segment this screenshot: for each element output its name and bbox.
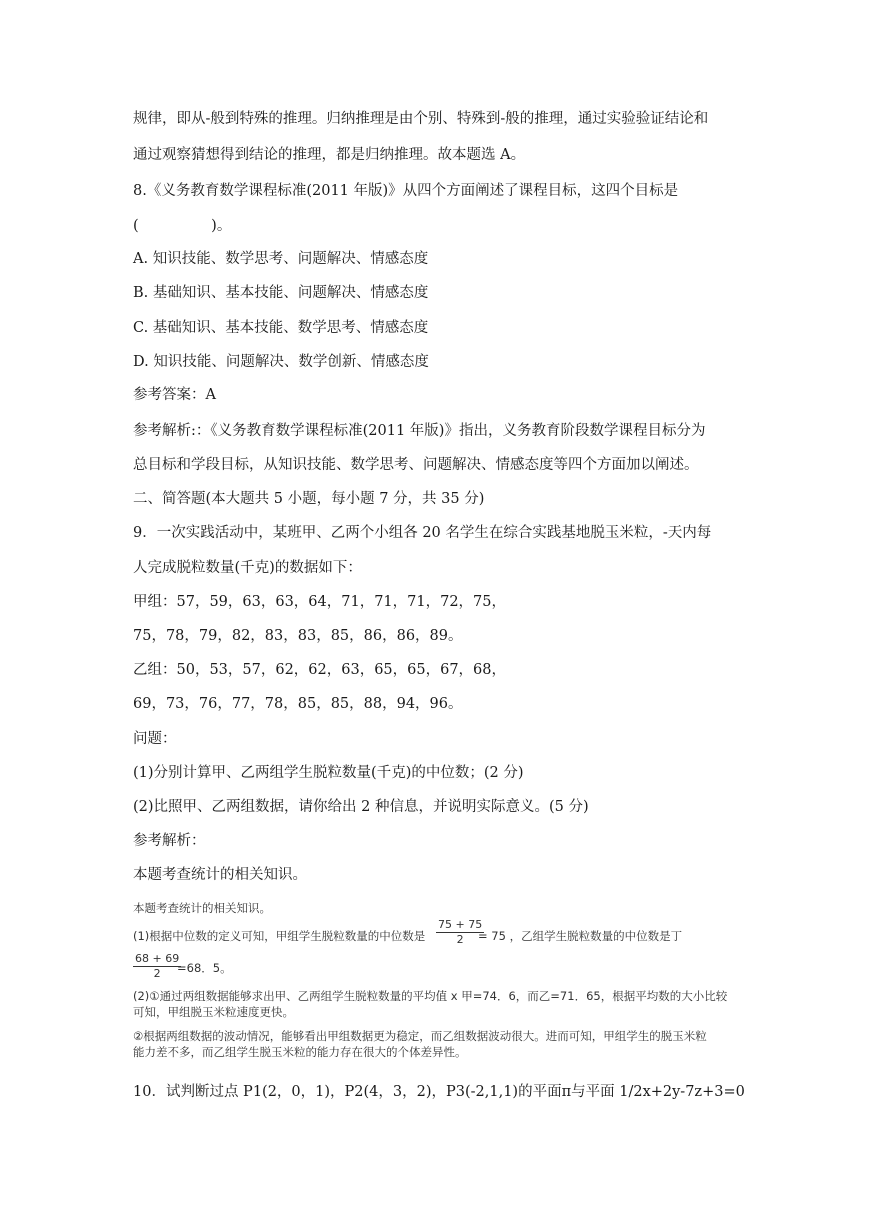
sub-question-2: (2)比照甲、乙两组数据，请你给出 2 种信息，并说明实际意义。(5 分) — [133, 799, 589, 815]
fraction — [436, 918, 484, 947]
option-d: D. 知识技能、问题解决、数学创新、情感态度 — [133, 354, 429, 370]
answer-blank: ( )。 — [133, 218, 232, 234]
fraction — [133, 952, 181, 981]
image-text-line: 能力差不多，而乙组学生脱玉米粒的能力存在很大的个体差异性。 — [133, 1045, 467, 1059]
image-text-line: (2)①通过两组数据能够求出甲、乙两组学生脱粒数量的平均值 x 甲=74．6，而乙=71．65，根据平均数的大小比较 — [133, 989, 728, 1003]
fraction-denominator: 2 — [153, 967, 161, 980]
sub-question-1: (1)分别计算甲、乙两组学生脱粒数量(千克)的中位数；(2 分) — [133, 765, 524, 781]
option-a: A. 知识技能、数学思考、问题解决、情感态度 — [133, 251, 429, 267]
group-jia-data-cont: 75，78，79，82，83，83，85，86，86，89。 — [133, 628, 463, 644]
question-8-stem: 8.《义务教育数学课程标准(2011 年版)》从四个方面阐述了课程目标，这四个目标是 — [133, 183, 679, 199]
fraction-numerator: 75 + 75 — [438, 918, 483, 931]
image-text-line: 本题考查统计的相关知识。 — [133, 901, 271, 915]
image-text-line: ②根据两组数据的波动情况，能够看出甲组数据更为稳定，而乙组数据波动很大。进而可知，甲组学生的脱玉米粒 — [133, 1029, 707, 1043]
reference-answer: 参考答案：A — [133, 387, 216, 403]
image-text-line: = 75 ，乙组学生脱粒数量的中位数是丁 — [478, 929, 683, 943]
option-c: C. 基础知识、基本技能、数学思考、情感态度 — [133, 320, 429, 336]
image-text-line: =68．5。 — [177, 961, 232, 975]
text-line: 规律，即从-般到特殊的推理。归纳推理是由个别、特殊到-般的推理，通过实验验证结论和 — [133, 111, 709, 127]
text-line: 人完成脱粒数量(千克)的数据如下： — [133, 560, 362, 576]
group-jia-data: 甲组：57，59，63，63，64，71，71，71，72，75， — [133, 594, 507, 610]
text-line: 本题考查统计的相关知识。 — [133, 867, 307, 883]
section-heading: 二、简答题(本大题共 5 小题，每小题 7 分，共 35 分) — [133, 491, 485, 507]
image-text-line: (1)根据中位数的定义可知，甲组学生脱粒数量的中位数是 — [133, 929, 426, 943]
group-yi-data-cont: 69，73，76，77，78，85，85，88，94，96。 — [133, 696, 463, 712]
fraction-numerator: 68 + 69 — [135, 952, 180, 965]
option-b: B. 基础知识、基本技能、问题解决、情感态度 — [133, 285, 429, 301]
questions-label: 问题： — [133, 731, 177, 747]
question-9-stem: 9．一次实践活动中，某班甲、乙两个小组各 20 名学生在综合实践基地脱玉米粒，-天内每 — [133, 525, 712, 541]
text-line: 通过观察猜想得到结论的推理，都是归纳推理。故本题选 A。 — [133, 147, 526, 163]
reference-analysis-label: 参考解析： — [133, 833, 206, 849]
group-yi-data: 乙组：50，53，57，62，62，63，65，65，67，68， — [133, 662, 507, 678]
image-text-line: 可知，甲组脱玉米粒速度更快。 — [133, 1005, 294, 1019]
fraction-denominator: 2 — [456, 933, 464, 946]
question-10-stem: 10．试判断过点 P1(2，0，1)，P2(4，3，2)，P3(-2,1,1)的平面π与平面 1/2x+2y-7z+3=0 — [133, 1084, 745, 1100]
text-line: 总目标和学段目标，从知识技能、数学思考、问题解决、情感态度等四个方面加以阐述。 — [133, 457, 699, 473]
embedded-solution-image — [133, 898, 745, 1063]
reference-analysis: 参考解析:：《义务教育数学课程标准(2011 年版)》指出，义务教育阶段数学课程目标分为 — [133, 423, 706, 439]
